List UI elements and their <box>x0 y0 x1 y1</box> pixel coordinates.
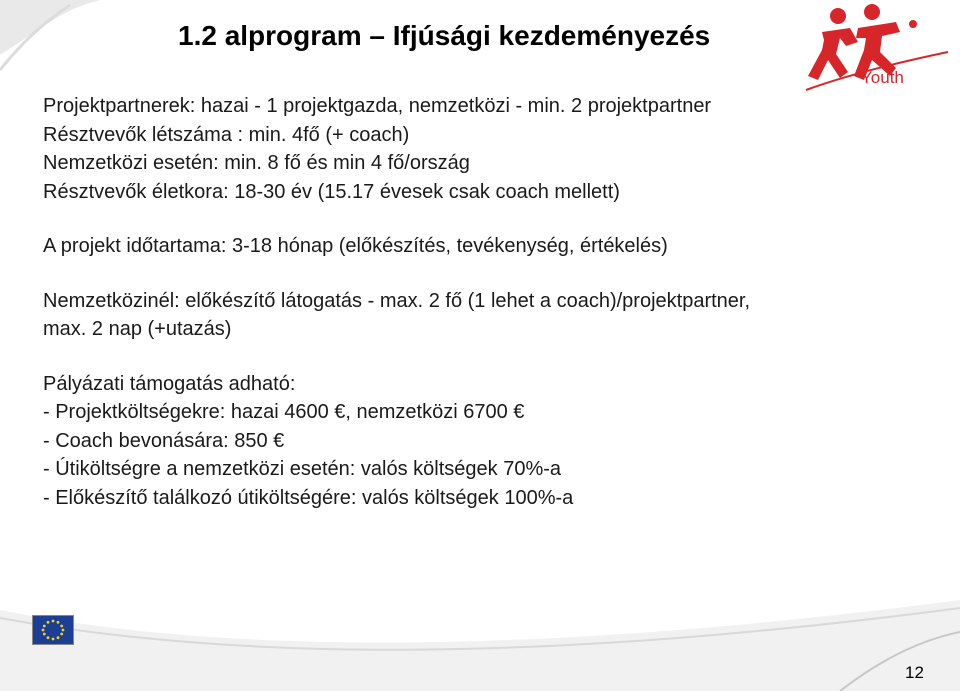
body-line: - Coach bevonására: 850 € <box>43 429 285 452</box>
participants-block <box>43 92 923 206</box>
body-line: Nemzetközi esetén: min. 8 fő és min 4 fő/ország <box>43 152 470 174</box>
body-line: Projektpartnerek: hazai - 1 projektgazda, nemzetközi - min. 2 projektpartner <box>43 95 712 117</box>
eu-flag-icon <box>32 615 74 645</box>
body-line: - Előkészítő találkozó útiköltségére: valós költségek 100%-a <box>43 486 574 509</box>
body-line: Nemzetközinél: előkészítő látogatás - max. 2 fő (1 lehet a coach)/projektpartner, <box>43 289 751 312</box>
body-line: max. 2 nap (+utazás) <box>43 318 232 340</box>
body-line: Pályázati támogatás adható: <box>43 372 296 395</box>
body-line: Résztvevők létszáma : min. 4fő (+ coach) <box>43 123 410 146</box>
body-line: - Útiköltségre a nemzetközi esetén: valós költségek 70%-a <box>43 458 562 480</box>
logo-label: Youth <box>861 68 904 87</box>
preparatory-visit-block <box>43 287 923 344</box>
duration-block <box>43 232 923 261</box>
bottom-swoosh-decoration <box>0 540 960 691</box>
slide-title: 1.2 alprogram – Ifjúsági kezdeményezés <box>178 20 711 51</box>
page-number: 12 <box>905 663 924 682</box>
body-line: Résztvevők életkora: 18-30 év (15.17 évesek csak coach mellett) <box>43 180 620 203</box>
body-line: - Projektköltségekre: hazai 4600 €, nemzetközi 6700 € <box>43 401 525 423</box>
slide-body <box>43 92 923 512</box>
grant-block <box>43 370 923 513</box>
body-line: A projekt időtartama: 3-18 hónap (előkészítés, tevékenység, értékelés) <box>43 235 668 257</box>
